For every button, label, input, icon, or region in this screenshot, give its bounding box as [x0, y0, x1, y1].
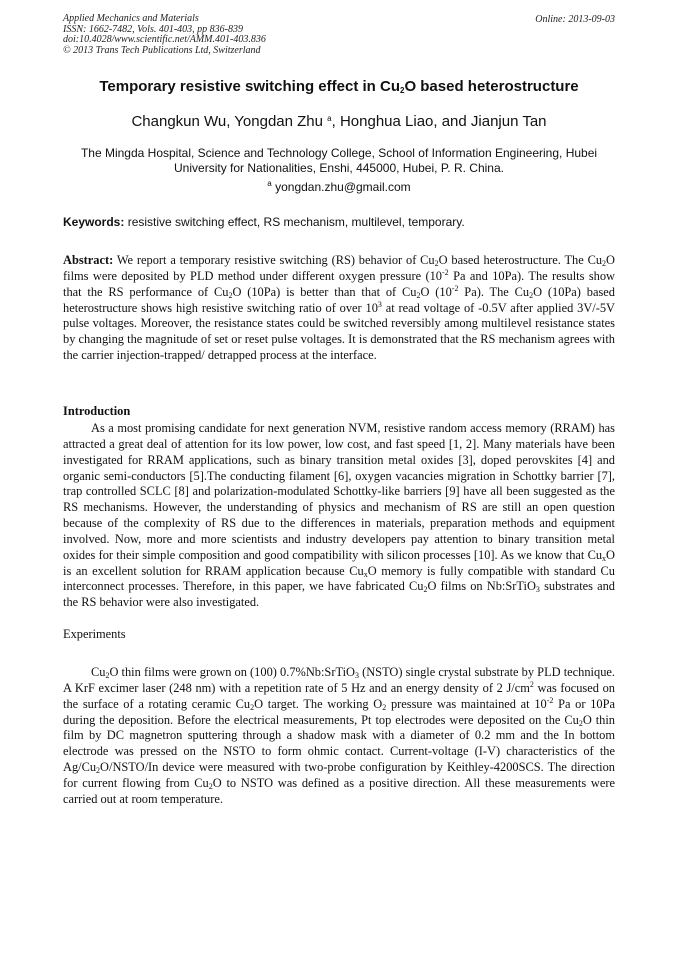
copyright-line: © 2013 Trans Tech Publications Ltd, Switzerland: [63, 44, 261, 56]
paper-title: Temporary resistive switching effect in $Cu_2O$ based heterostructure: [99, 78, 579, 95]
author-email: $^a$ yongdan.zhu@gmail.com: [267, 179, 411, 194]
experiments-heading: Experiments: [63, 627, 126, 641]
journal-metadata: [63, 14, 615, 56]
online-date: Online: 2013-09-03: [535, 14, 615, 25]
abstract-label: Abstract:: [63, 253, 114, 267]
abstract-paragraph: Abstract: We report a temporary resistive switching (RS) behavior of $Cu_2O$ based heterostructure. The $Cu_2O$ films were deposited by PLD method under different oxygen pressure ($10^{-2}$ Pa and 10Pa). The results show that the RS performance of $Cu_2O$ (10Pa) is better than that of $Cu_2O$ ($10^{-2}$ Pa). The $Cu_2O$ (10Pa) based heterostructure shows high resistive switching ratio of over $10^3$ at read voltage of -0.5V after applied 3V/-5V pulse voltages. Moreover, the resistance states could be switched reversibly among multilevel resistance states by changing the magnitude of set or reset pulse voltages. It is demonstrated that the RS mechanism agrees with the carrier injection-trapped/ detrapped process at the interface.: [63, 253, 615, 363]
experiments-paragraph: $Cu_2O$ thin films were grown on (100) 0.7%Nb:SrTiO$_3$ (NSTO) single crystal substrate by PLD technique. A KrF excimer laser (248 nm) with a repetition rate of 5 Hz and an energy density of 2 $J/cm^2$ was focused on the surface of a rotating ceramic $Cu_2O$ target. The working $O_2$ pressure was maintained at $10^{-2}$ Pa or 10Pa during the deposition. Before the electrical measurements, Pt top electrodes were deposited on the $Cu_2O$ thin film by DC magnetron sputtering through a shadow mask with a diameter of 0.2 mm and the In bottom electrode was pressed on the NSTO to form ohmic contact. Current-voltage (I-V) characteristics of the $Ag/Cu_2O/NSTO/In$ device were measured with two-probe configuration by Keithley-4200SCS. The direction for current flowing from $Cu_2O$ to NSTO was defined as a positive direction. All these measurements were carried out at room temperature.: [63, 665, 615, 806]
affiliation: The Mingda Hospital, Science and Technology College, School of Information Engineering, Hubei University for Nationalities, Enshi, 445000, Hubei, P. R. China.: [80, 146, 598, 175]
introduction-paragraph: As a most promising candidate for next generation NVM, resistive random access memory (RRAM) has attracted a great deal of attention for its low power, low cost, and fast speed [1, 2]. Many materials have been investigated for RRAM applications, such as binary transition metal oxides [3], doped perovskites [4] and organic semi-conductors [5].The conducting filament [6], oxygen vacancies migration in Schottky barrier [7], trap controlled SCLC [8] and polarization-modulated Schottky-like barriers [9] have all been suggested as the RS mechanisms. However, the understanding of physics and mechanism of RS are still an open question because of the complexity of RS due to the differences in materials, preparation methods and equipment involved. Now, more and more scientists and industry developers pay attention to binary transition metal oxides for their simple composition and good compatibility with silicon processes [10]. As we know that $Cu_xO$ is an excellent solution for RRAM application because $Cu_xO$ memory is fully compatible with standard Cu interconnect processes. Therefore, in this paper, we have fabricated $Cu_2O$ films on Nb:SrTiO$_3$ substrates and the RS behavior were also investigated.: [63, 421, 616, 610]
introduction-heading: Introduction: [63, 404, 131, 418]
issn-line: ISSN: 1662-7482, Vols. 401-403, pp 836-839: [63, 23, 243, 35]
doi-line: doi:10.4028/www.scientific.net/AMM.401-403.836: [63, 34, 266, 45]
author-list: Changkun Wu, Yongdan Zhu $^a$, Honghua Liao, and Jianjun Tan: [131, 113, 547, 130]
journal-name: Applied Mechanics and Materials: [63, 13, 199, 24]
keywords: Keywords: resistive switching effect, RS mechanism, multilevel, temporary.: [63, 215, 465, 229]
